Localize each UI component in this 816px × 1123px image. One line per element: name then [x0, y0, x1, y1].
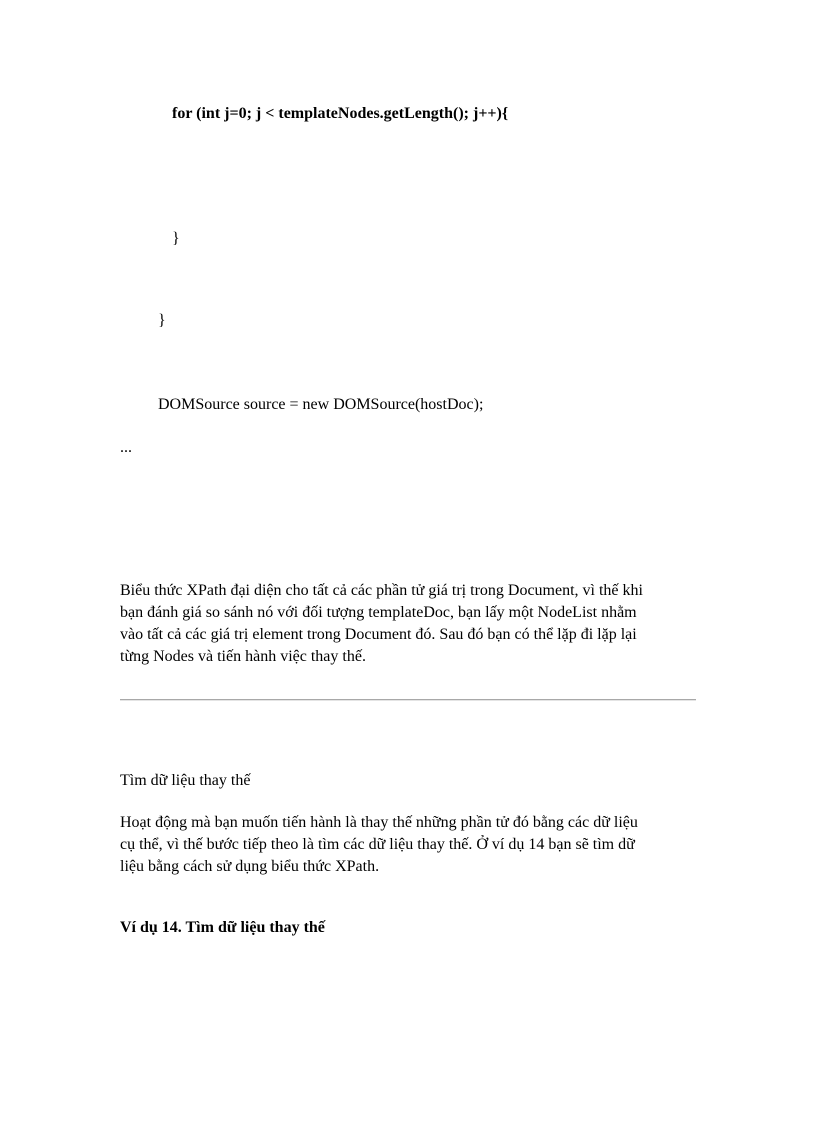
paragraph-line: vào tất cả các giá trị element trong Document đó. Sau đó bạn có thể lặp đi lặp lại [120, 626, 637, 643]
paragraph-line: từng Nodes và tiến hành việc thay thế. [120, 648, 366, 665]
horizontal-divider [120, 699, 696, 701]
replacement-data-paragraph [120, 812, 700, 878]
example-title: Ví dụ 14. Tìm dữ liệu thay thế [120, 919, 325, 936]
xpath-explanation-paragraph [120, 580, 700, 668]
code-inner-closing-brace: } [172, 230, 180, 247]
code-for-loop-line: for (int j=0; j < templateNodes.getLength(); j++){ [172, 105, 509, 122]
code-outer-closing-brace: } [158, 312, 166, 329]
code-dom-source-line: DOMSource source = new DOMSource(hostDoc); [158, 396, 484, 413]
paragraph-line: Biểu thức XPath đại diện cho tất cả các phần tử giá trị trong Document, vì thế khi [120, 582, 643, 599]
paragraph-line: bạn đánh giá so sánh nó với đối tượng templateDoc, bạn lấy một NodeList nhằm [120, 604, 637, 621]
section-heading: Tìm dữ liệu thay thế [120, 772, 251, 789]
code-ellipsis: ... [120, 439, 132, 456]
paragraph-line: liệu bằng cách sử dụng biểu thức XPath. [120, 858, 380, 875]
paragraph-line: Hoạt động mà bạn muốn tiến hành là thay thế những phần tử đó bằng các dữ liệu [120, 814, 638, 831]
paragraph-line: cụ thể, vì thế bước tiếp theo là tìm các dữ liệu thay thế. Ở ví dụ 14 bạn sẽ tìm dữ [120, 836, 635, 853]
